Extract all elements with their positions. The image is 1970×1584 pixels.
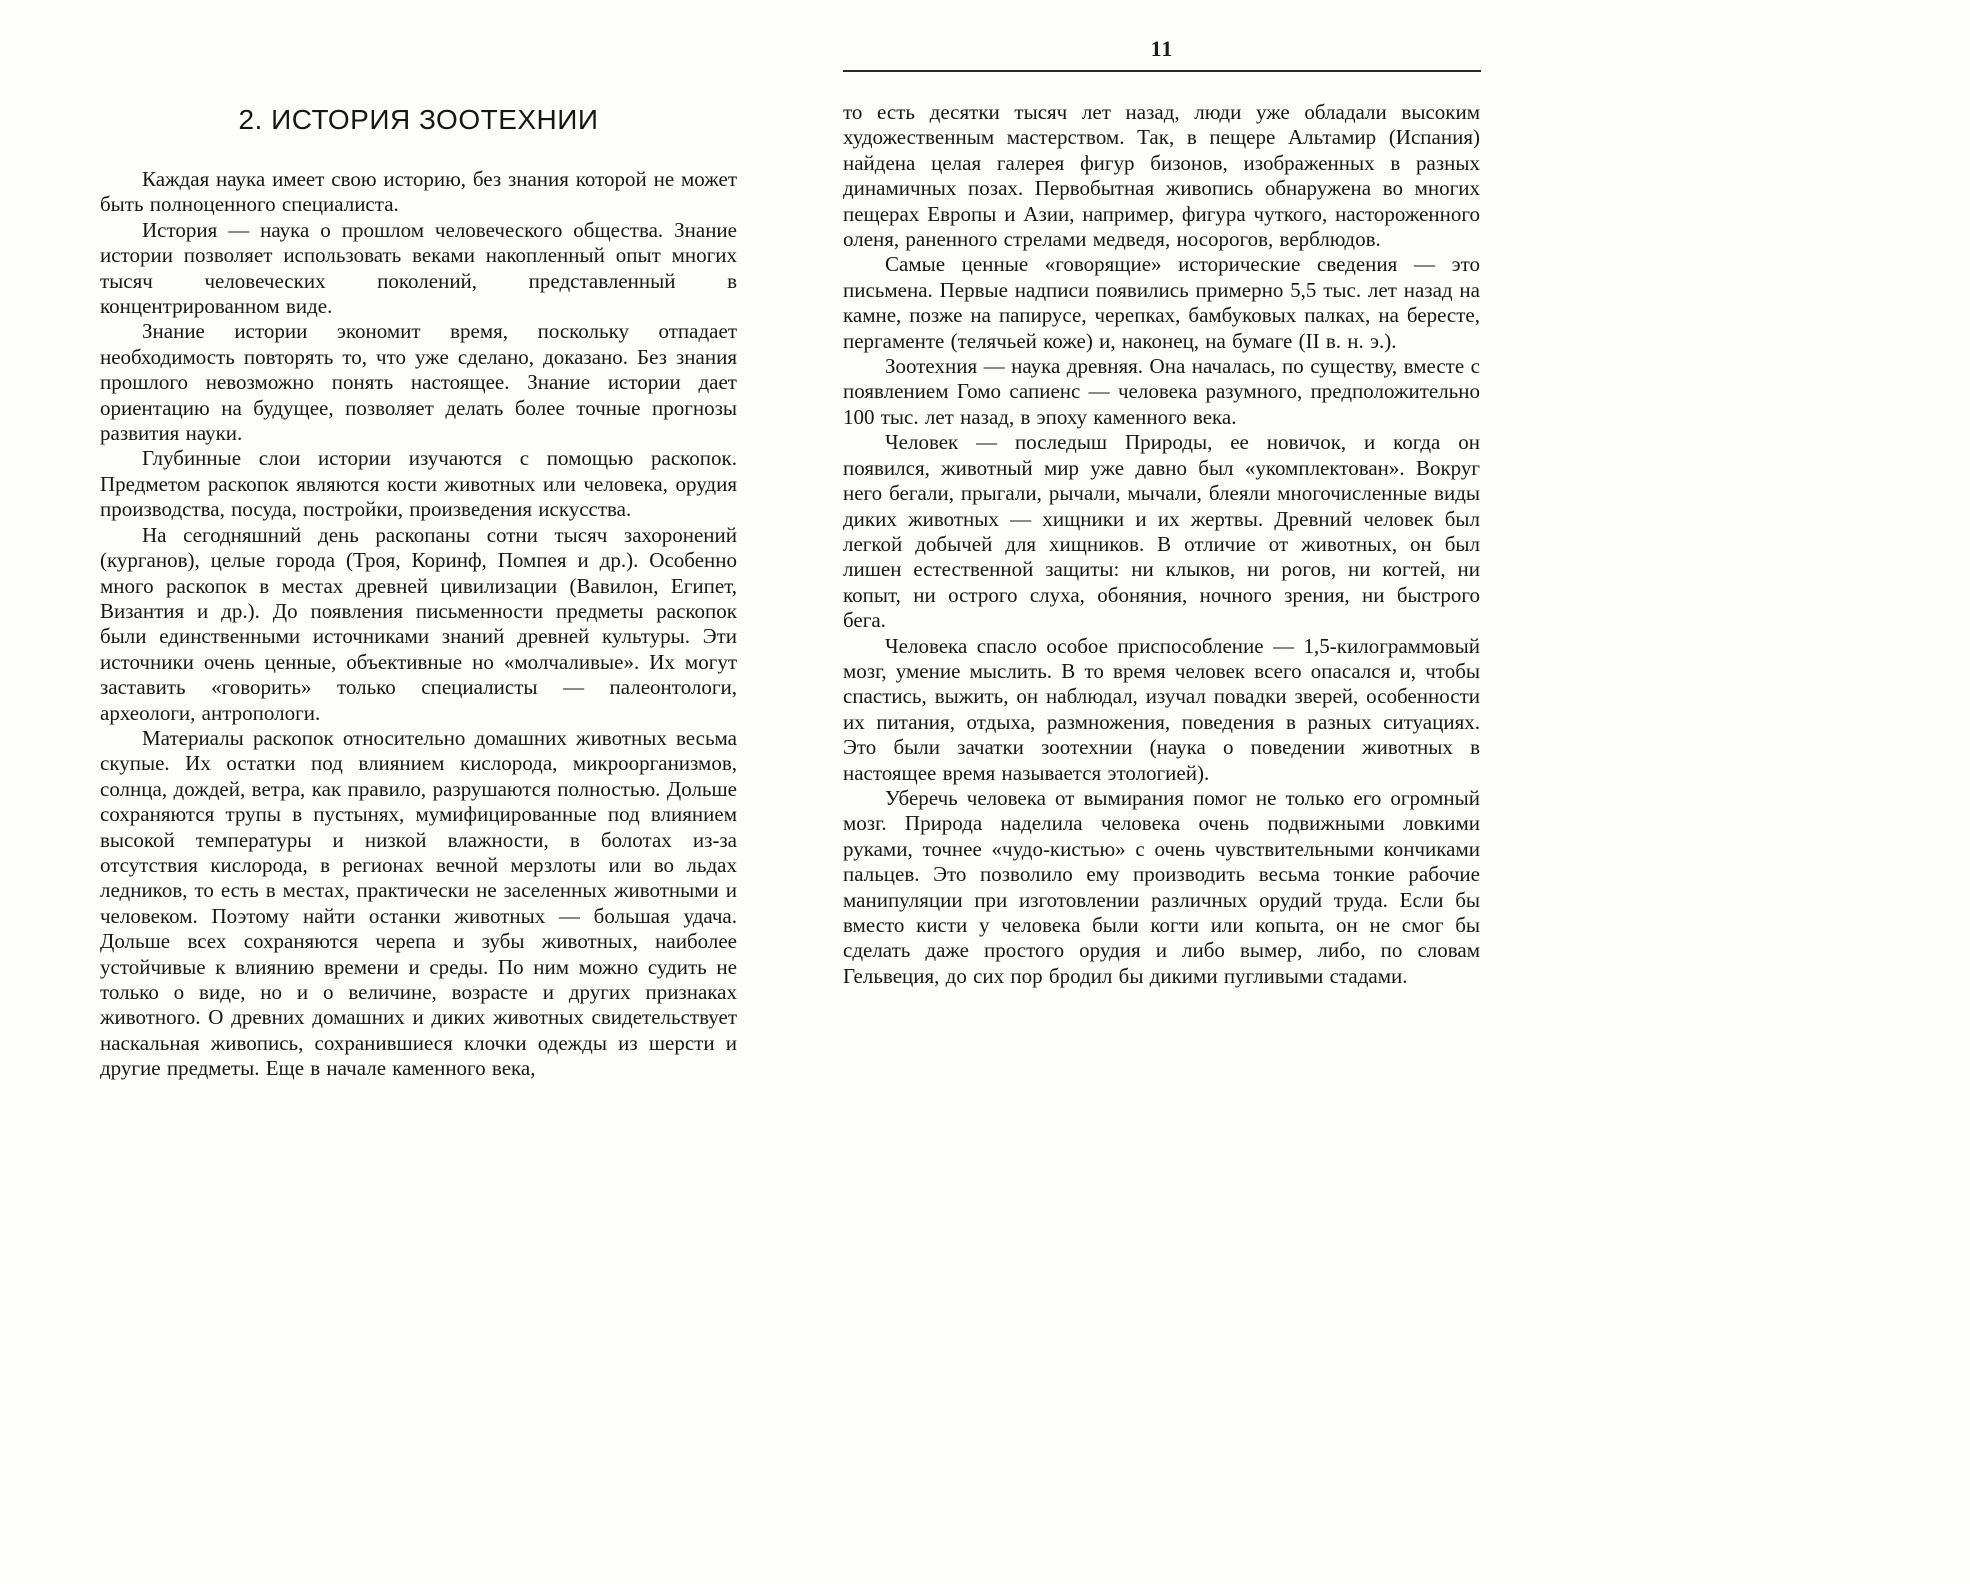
paragraph: Глубинные слои истории изучаются с помощью раскопок. Предметом раскопок являются кости животных или человека, орудия производства, посуда, постройки, произведения искусства. (100, 446, 737, 522)
paragraph: Каждая наука имеет свою историю, без знания которой не может быть полноценного специалиста. (100, 167, 737, 217)
paragraph: На сегодняшний день раскопаны сотни тысяч захоронений (курганов), целые города (Троя, Коринф, Помпея и др.). Особенно много раскопок в местах древней цивилизации (Вавилон, Египет, Византия и др.). До появления письменности предметы раскопок были единственными источниками знаний древней культуры. Эти источники очень ценные, объективные но «молчаливые». Их могут заставить «говорить» только специалисты — палеонтологи, археологи, антропологи. (100, 522, 737, 725)
paragraph: Зоотехния — наука древняя. Она началась, по существу, вместе с появлением Гомо сапиенс — человека разумного, предположительно 100 тыс. лет назад, в эпоху каменного века. (843, 354, 1480, 429)
paragraph: Человека спасло особое приспособление — 1,5-килограммовый мозг, умение мыслить. В то время человек всего опасался и, чтобы спастись, выжить, он наблюдал, изучал повадки зверей, особенности их питания, отдыха, размножения, поведения в разных ситуациях. Это были зачатки зоотехнии (наука о поведении животных в настоящее время называется этологией). (843, 633, 1480, 785)
right-text-column (843, 100, 1480, 989)
paragraph: Знание истории экономит время, поскольку отпадает необходимость повторять то, что уже сделано, доказано. Без знания прошлого невозможно понять настоящее. Знание истории дает ориентацию на будущее, позволяет делать более точные прогнозы развития науки. (100, 319, 737, 446)
paragraph: Самые ценные «говорящие» исторические сведения — это письмена. Первые надписи появились примерно 5,5 тыс. лет назад на камне, позже на папирусе, черепках, бамбуковых палках, на бересте, пергаменте (телячьей коже) и, наконец, на бумаге (II в. н. э.). (843, 252, 1480, 353)
paragraph: История — наука о прошлом человеческого общества. Знание истории позволяет использовать веками накопленный опыт многих тысяч человеческих поколений, представленный в концентрированном виде. (100, 217, 737, 319)
paragraph: то есть десятки тысяч лет назад, люди уже обладали высоким художественным мастерством. Так, в пещере Альтамир (Испания) найдена целая галерея фигур бизонов, изображенных в разных динамичных позах. Первобытная живопись обнаружена во многих пещерах Европы и Азии, например, фигура чуткого, настороженного оленя, раненного стрелами медведя, носорогов, верблюдов. (843, 100, 1480, 252)
left-text-column (100, 104, 737, 1082)
paragraph: Человек — последыш Природы, ее новичок, и когда он появился, животный мир уже давно был «укомплектован». Вокруг него бегали, прыгали, рычали, мычали, блеяли многочисленные виды диких животных — хищники и их жертвы. Древний человек был легкой добычей для хищников. В отличие от животных, он был лишен естественной защиты: ни клыков, ни рогов, ни когтей, ни копыт, ни острого слуха, обоняния, ночного зрения, ни быстрого бега. (843, 430, 1480, 633)
page-number: 11 (1150, 36, 1174, 61)
page-header (843, 36, 1481, 72)
chapter-heading: 2. ИСТОРИЯ ЗООТЕХНИИ (238, 104, 599, 135)
paragraph: Материалы раскопок относительно домашних животных весьма скупые. Их остатки под влиянием кислорода, микроорганизмов, солнца, дождей, ветра, как правило, разрушаются полностью. Дольше сохраняются трупы в пустынях, мумифицированные под влиянием высокой температуры и низкой влажности, в болотах из-за отсутствия кислорода, в регионах вечной мерзлоты или во льдах ледников, то есть в местах, практически не заселенных животными и человеком. Поэтому найти останки животных — большая удача. Дольше всех сохраняются черепа и зубы животных, наиболее устойчивые к влиянию времени и среды. По ним можно судить не только о виде, но и о величине, возрасте и других признаках животного. О древних домашних и диких животных свидетельствует наскальная живопись, сохранившиеся клочки одежды из шерсти и другие предметы. Еще в начале каменного века, (100, 725, 737, 1081)
header-rule (843, 70, 1481, 72)
paragraph: Уберечь человека от вымирания помог не только его огромный мозг. Природа наделила человека очень подвижными ловкими руками, точнее «чудо-кистью» с очень чувствительными кончиками пальцев. Это позволило ему производить весьма тонкие рабочие манипуляции при изготовлении различных орудий труда. Если бы вместо кисти у человека были когти или копыта, он не смог бы сделать даже простого орудия и либо вымер, либо, по словам Гельвеция, до сих пор бродил бы дикими пугливыми стадами. (843, 785, 1480, 988)
